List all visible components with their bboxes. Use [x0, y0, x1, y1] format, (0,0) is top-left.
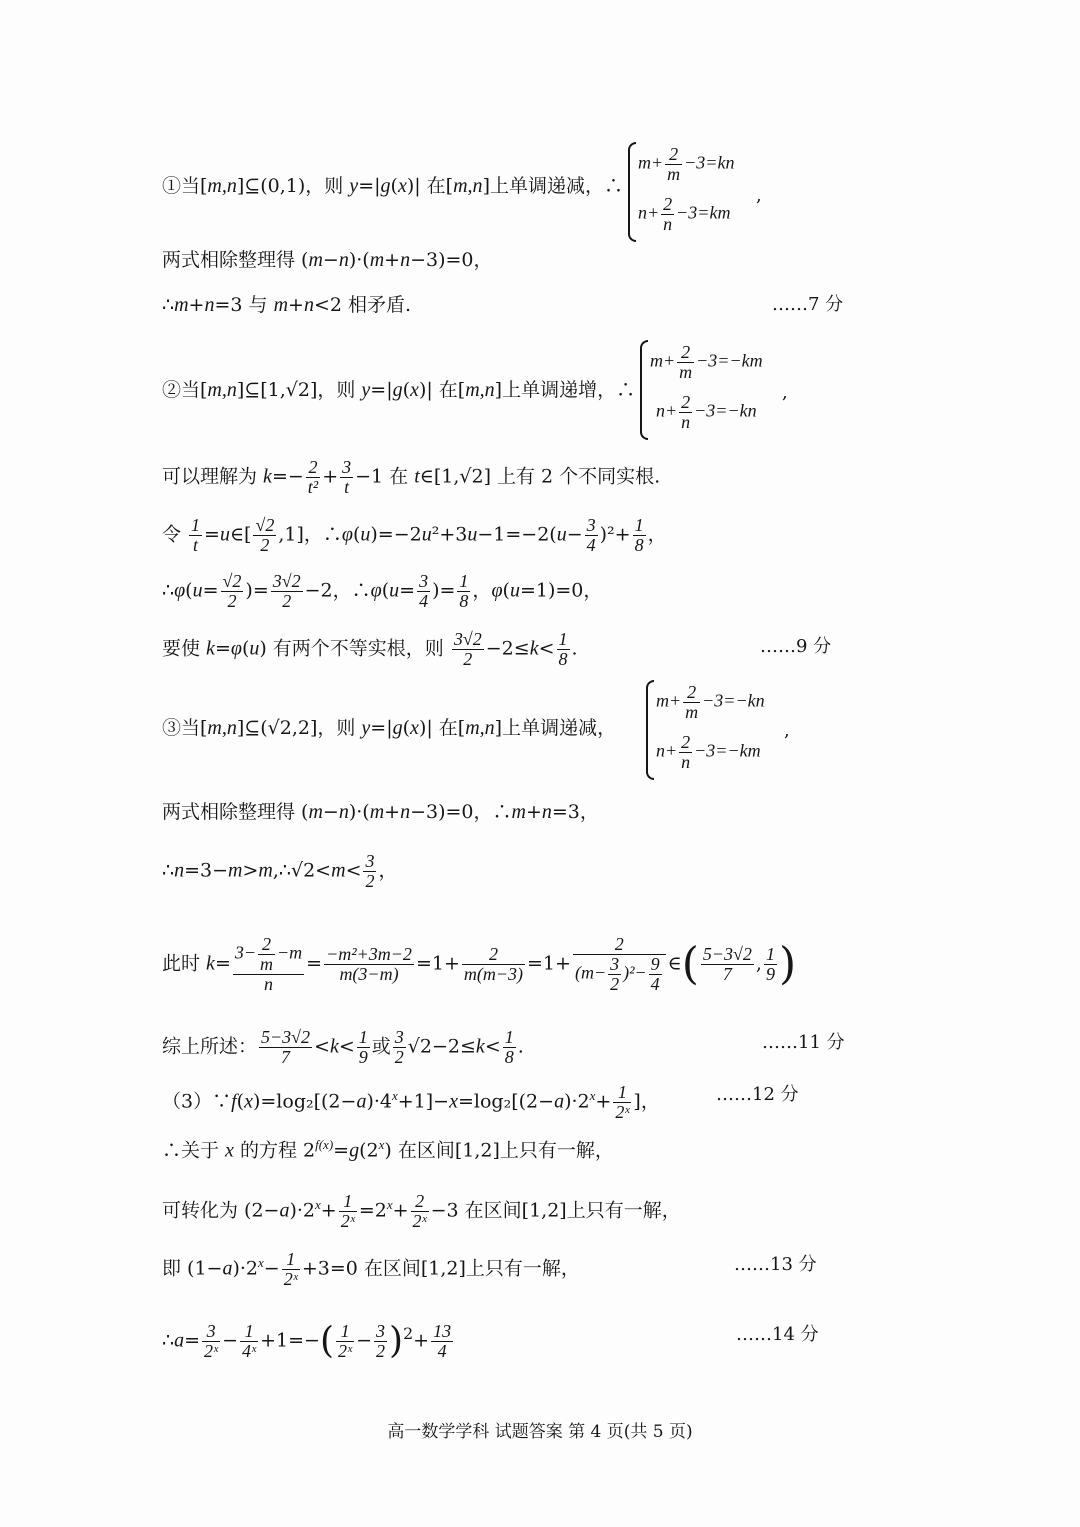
line-contradiction: ∴m+n=3 与 m+n<2 相矛盾.: [162, 294, 412, 316]
score-11: ……11 分: [762, 1032, 845, 1053]
line-that-is: 即 $(1-a)\cdot 2^x-$ $\frac{1}{\text{2ˣ}}$ +3=0 在区间[1,2]上只有一解，: [162, 1249, 580, 1289]
line-transform: 可转化为 $(2-a)\cdot 2^x+$ $\frac{1}{\text{2ˣ}}$ $=2^x+$ $\frac{2}{\text{2ˣ}}$ −3 在区间[1,2]上只有一解，: [162, 1191, 681, 1231]
system-brace-1: [628, 142, 636, 242]
system-2-eq-a: m+ $\frac{2}{m}$ −3=−km: [650, 342, 763, 382]
score-7: ……7 分: [772, 294, 844, 315]
score-9: ……9 分: [760, 636, 832, 657]
line-divide-2: 两式相除整理得 (m−n)·(m+n−3)=0，∴m+n=3，: [162, 801, 599, 823]
line-a-expression: ∴a= $\frac{3}{\text{2ˣ}}$ − $\frac{1}{\text{4ˣ}}$ +1=−( $\frac{1}{\text{2ˣ}}$ − $\frac{3}{2}$ )$^2$+ $\frac{13}{4}$: [162, 1320, 452, 1362]
line-range-k-2: 要使 k=φ(u) 有两个不等实根，则 $\frac{3√2}{2}$ −2≤k< $\frac{1}{8}$ .: [162, 629, 578, 669]
comma-2: ,: [782, 382, 788, 403]
line-case-1: [162, 176, 623, 196]
score-14: ……14 分: [736, 1324, 819, 1345]
line-summary: 综上所述： $\frac{5-3√2}{7}$ <k< $\frac{1}{9}$ 或 $\frac{3}{2}$ √2−2≤k< $\frac{1}{8}$ .: [162, 1027, 524, 1067]
line-case-2: ②当[m,n]⊆[1,√2]，则 y=|g(x)| 在[m,n]上单调递增，∴: [162, 379, 636, 401]
line-k-expression: 此时 k= 3− $\frac{2}{m}$ −m n = $\frac{\text{−m²+3m−2}}{m(3-m)}$ =1+ $\frac{2}{m(m-3)}$ =1+ 2 (m− $\frac{3}{2}$ )²− $\frac{9}{4}$ ∈( $\frac{5-3√2}{7}$ , $\frac{1}{9}$ ): [162, 934, 797, 994]
system-3-eq-a: m+ $\frac{2}{m}$ −3=−kn: [656, 682, 765, 722]
line-case-3: ③当[m,n]⊆(√2,2]，则 y=|g(x)| 在[m,n]上单调递减，: [162, 717, 617, 739]
line-part-3: $(3)\because f(x)=\log_2[(2-a)\cdot 4^x+1]-x=\log_2[(2-a)\cdot 2^x+$ $\frac{1}{\text{2ˣ}}$ ]，: [162, 1082, 660, 1122]
line-divide-1: 两式相除整理得 (m−n)·(m+n−3)=0，: [162, 249, 493, 271]
system-3-eq-b: n+ $\frac{2}{n}$ −3=−km: [656, 732, 761, 772]
score-12: ……12 分: [716, 1084, 799, 1105]
comma-3: ,: [784, 720, 790, 741]
line-equation-one-solution: ∴关于 x 的方程 $2^{f(x)}=g(2^x)$ 在区间[1,2]上只有一解，: [162, 1137, 614, 1162]
score-13: ……13 分: [734, 1254, 817, 1275]
line-let-u: 令 $\frac{1}{t}$ =u∈[ $\frac{√2}{2}$ ,1]，∴φ(u)=−2u²+3u−1=−2(u− $\frac{3}{4}$ )²+ $\frac{1}{8}$ ，: [162, 515, 667, 555]
system-1-eq-b: n+ $\frac{2}{n}$ −3=km: [638, 194, 731, 234]
line-n-range: ∴n=3−m>m,∴√2<m< $\frac{3}{2}$ ，: [162, 851, 398, 891]
system-brace-3: [646, 680, 654, 780]
case-1-text: ①当[m,n]⊆(0,1)，则 y=|g(x)| 在[m,n]上单调递减，∴: [162, 175, 623, 197]
system-brace-2: [640, 340, 648, 440]
system-2-eq-b: n+ $\frac{2}{n}$ −3=−kn: [656, 392, 757, 432]
system-1-eq-a: m+ $\frac{2}{m}$ −3=kn: [638, 144, 735, 184]
line-understand: 可以理解为 k=− $\frac{2}{\text{t²}}$ + $\frac{3}{t}$ −1 在 t∈[1,√2] 上有 2 个不同实根.: [162, 457, 661, 497]
comma-1: ,: [756, 185, 762, 206]
line-phi-values: ∴φ(u= $\frac{√2}{2}$ )= $\frac{3√2}{2}$ −2，∴φ(u= $\frac{3}{4}$ )= $\frac{1}{8}$ ，φ(u=1)=0，: [162, 571, 603, 611]
page-footer: 高一数学学科 试题答案 第 4 页(共 5 页): [387, 1422, 693, 1442]
